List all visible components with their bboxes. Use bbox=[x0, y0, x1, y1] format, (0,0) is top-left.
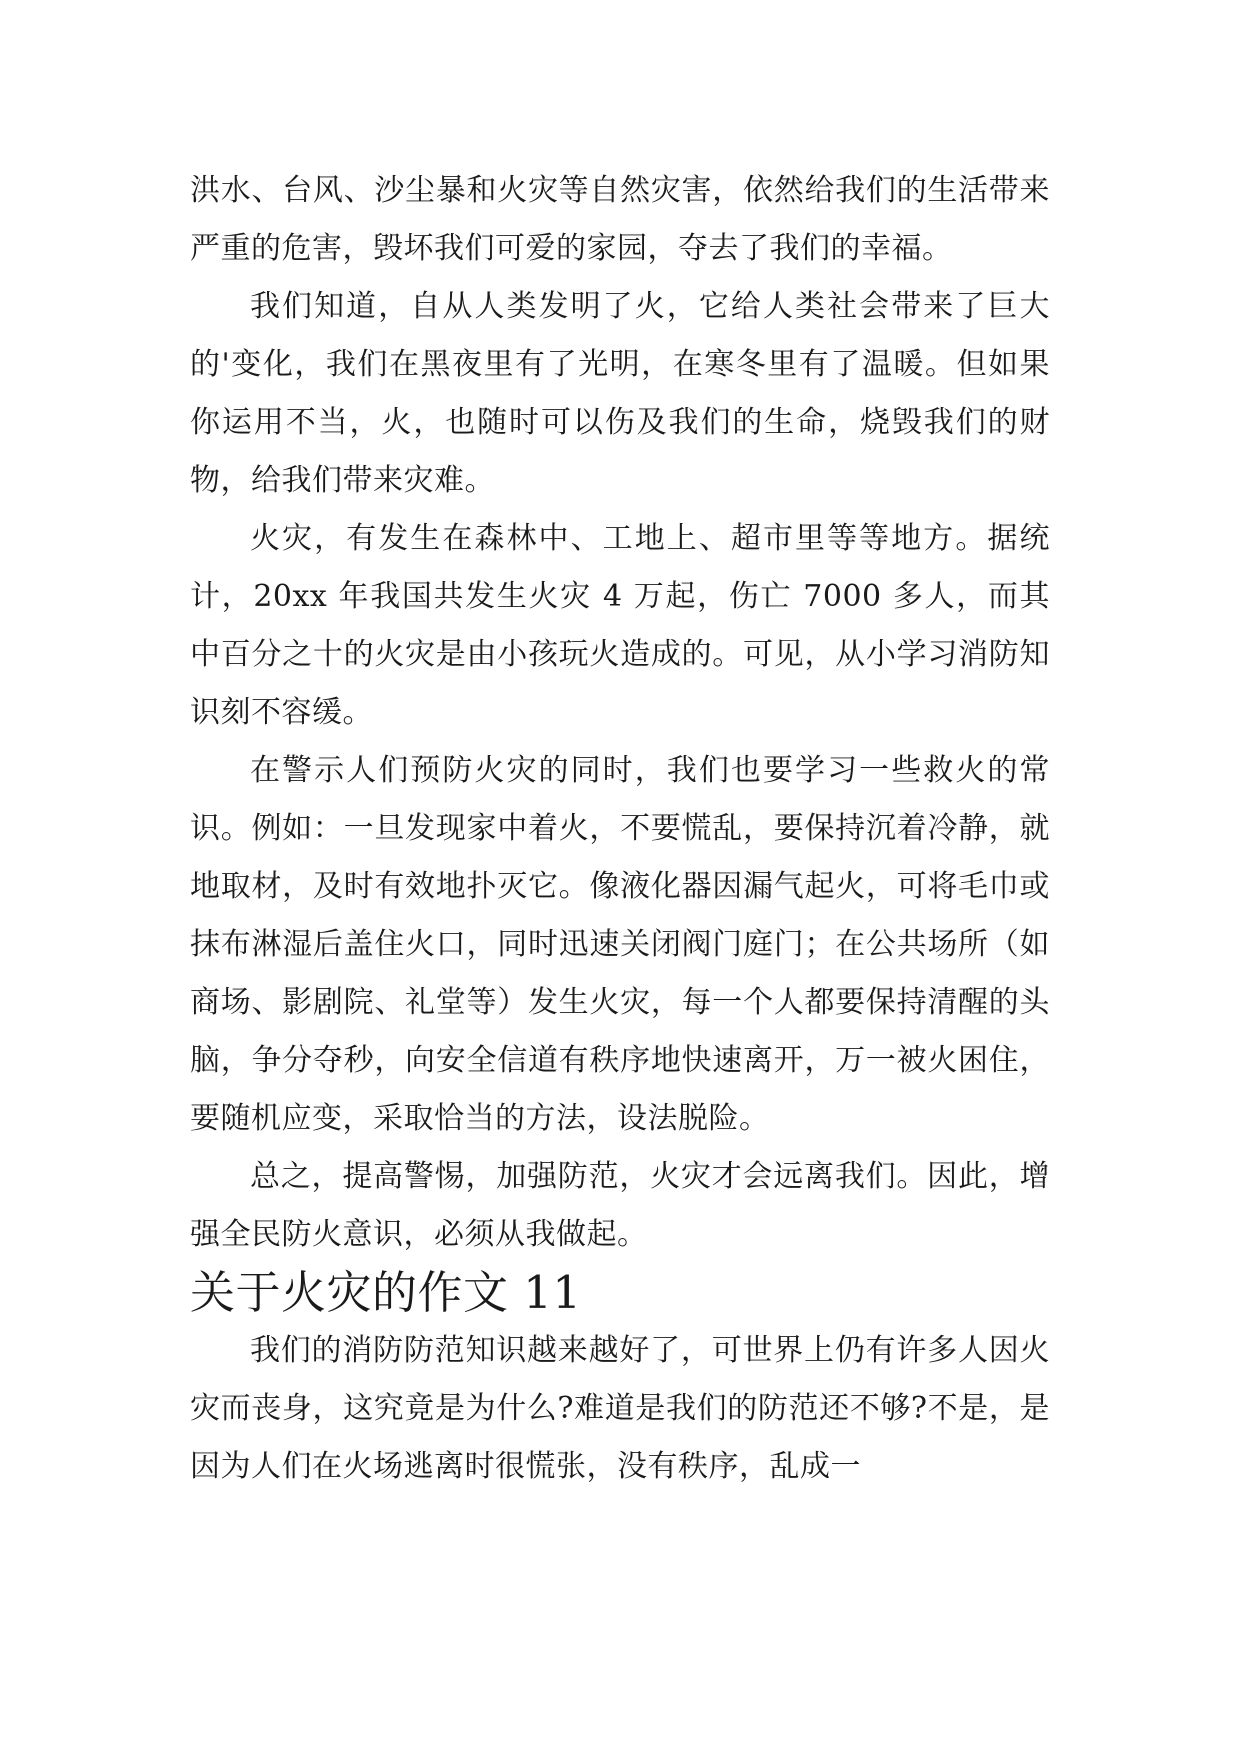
paragraph-6: 我们的消防防范知识越来越好了，可世界上仍有许多人因火灾而丧身，这究竟是为什么?难道是我们的防范还不够?不是，是因为人们在火场逃离时很慌张，没有秩序，乱成一 bbox=[190, 1333, 1050, 1484]
paragraph-2: 我们知道，自从人类发明了火，它给人类社会带来了巨大的'变化，我们在黑夜里有了光明，在寒冬里有了温暖。但如果你运用不当，火，也随时可以伤及我们的生命，烧毁我们的财物，给我们带来灾难。 bbox=[190, 289, 1050, 498]
paragraph-4: 在警示人们预防火灾的同时，我们也要学习一些救火的常识。例如：一旦发现家中着火，不要慌乱，要保持沉着冷静，就地取材，及时有效地扑灭它。像液化器因漏气起火，可将毛巾或抹布淋湿后盖住火口，同时迅速关闭阀门庭门；在公共场所（如商场、影剧院、礼堂等）发生火灾，每一个人都要保持清醒的头脑，争分夺秒，向安全信道有秩序地快速离开，万一被火困住，要随机应变，采取恰当的方法，设法脱险。 bbox=[190, 753, 1050, 1136]
document-body bbox=[190, 162, 1050, 1496]
section-heading: 关于火灾的作文 11 bbox=[190, 1266, 582, 1319]
paragraph-1: 洪水、台风、沙尘暴和火灾等自然灾害，依然给我们的生活带来严重的危害，毁坏我们可爱的家园，夺去了我们的幸福。 bbox=[190, 173, 1050, 266]
paragraph-3: 火灾，有发生在森林中、工地上、超市里等等地方。据统计，20xx 年我国共发生火灾 4 万起，伤亡 7000 多人，而其中百分之十的火灾是由小孩玩火造成的。可见，从小学习消防知识刻不容缓。 bbox=[190, 521, 1050, 730]
paragraph-5: 总之，提高警惕，加强防范，火灾才会远离我们。因此，增强全民防火意识，必须从我做起。 bbox=[190, 1159, 1050, 1252]
